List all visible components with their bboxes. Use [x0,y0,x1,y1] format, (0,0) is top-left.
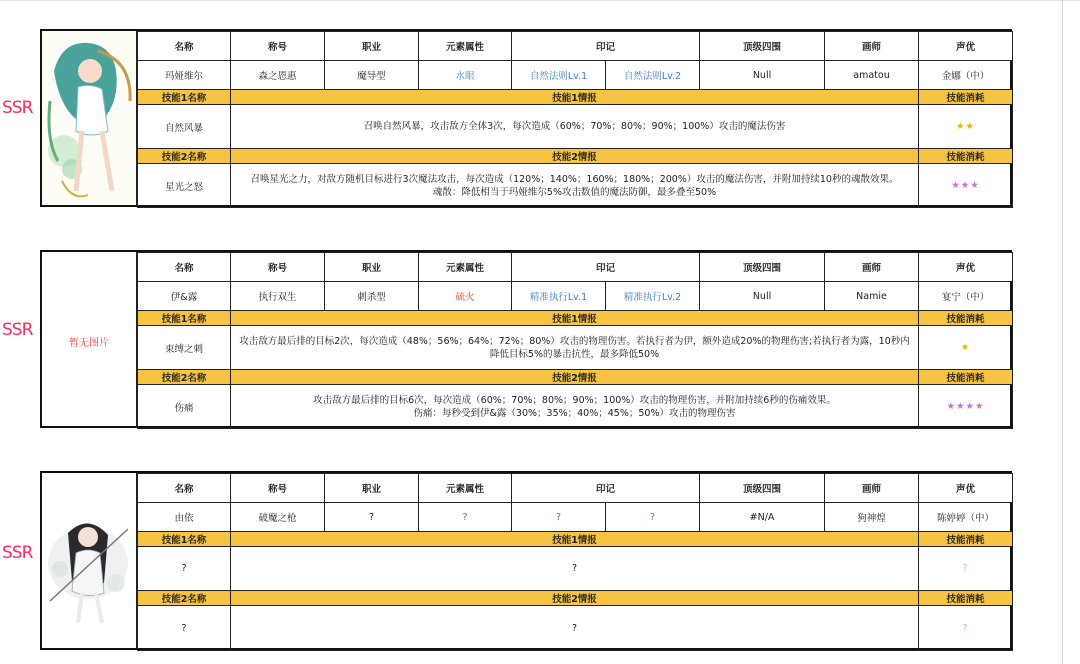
character-element[interactable]: ? [419,503,512,532]
character-element[interactable]: 水眼 [419,61,512,90]
skill2-name: 伤痛 [138,385,231,429]
skill1-cost: ★★ [919,105,1013,149]
header-skill2-info: 技能2情报 [231,149,919,164]
character-card-1 [40,29,1012,207]
header-job: 职业 [325,474,419,503]
skill2-name: ? [138,606,231,651]
header-skill1-cost: 技能消耗 [919,90,1013,105]
rarity-label: SSR [2,320,33,340]
header-job: 职业 [325,32,419,61]
character-cv: 陈婷婷（中） [919,503,1013,532]
header-cv: 声优 [919,474,1013,503]
character-art-image [42,473,136,648]
skill1-description [231,326,919,370]
header-skill2-cost: 技能消耗 [919,591,1013,606]
header-skill1-name: 技能1名称 [138,311,231,326]
header-skill2-name: 技能2名称 [138,149,231,164]
skill2-description [231,164,919,208]
header-top-stats: 顶级四围 [700,474,825,503]
header-skill1-info: 技能1情报 [231,532,919,547]
header-top-stats: 顶级四围 [700,32,825,61]
header-title: 称号 [231,474,325,503]
header-mark: 印记 [512,32,700,61]
header-skill2-info: 技能2情报 [231,591,919,606]
character-mark-2[interactable]: 精准执行Lv.2 [606,282,700,311]
skill2-desc-effect: 伤痛：每秒受到伊&露（30%；35%；40%；45%；50%）攻击的物理伤害 [413,407,736,419]
character-top-stats: #N/A [700,503,825,532]
skill1-cost: ? [919,547,1013,591]
character-job: ? [325,503,419,532]
header-skill1-cost: 技能消耗 [919,532,1013,547]
header-artist: 画师 [825,32,919,61]
header-skill2-info: 技能2情报 [231,370,919,385]
character-mark-1[interactable]: 精准执行Lv.1 [512,282,606,311]
header-element: 元素属性 [419,32,512,61]
character-title: 执行双生 [231,282,325,311]
skill1-name: ? [138,547,231,591]
header-skill1-info: 技能1情报 [231,90,919,105]
character-name: 伊&露 [138,282,231,311]
character-mark-1[interactable]: 自然法则Lv.1 [512,61,606,90]
header-cv: 声优 [919,32,1013,61]
skill2-desc-text: 攻击敌方最后排的目标6次，每次造成（60%；70%；80%；90%；100%）攻击的物理伤害，并附加持续6秒的伤痛效果。 [313,394,836,406]
character-name: 玛娅维尔 [138,61,231,90]
skill1-description [231,105,919,149]
header-skill2-cost: 技能消耗 [919,370,1013,385]
header-element: 元素属性 [419,253,512,282]
header-skill2-cost: 技能消耗 [919,149,1013,164]
character-title: 森之恩惠 [231,61,325,90]
header-skill2-name: 技能2名称 [138,591,231,606]
skill2-name: 星光之怒 [138,164,231,208]
skill1-desc-text: 攻击敌方最后排的目标2次，每次造成（48%；56%；64%；72%；80%）攻击的物理伤害。若执行者为伊，额外造成20%的物理伤害;若执行者为露，10秒内降低目标5%的暴击抗性，最多降低50% [239,335,910,360]
no-image-label: 暂无图片 [69,338,109,349]
character-cv: 宴宁（中） [919,282,1013,311]
character-portrait [42,473,137,648]
character-card-2 [40,250,1012,428]
header-skill1-name: 技能1名称 [138,90,231,105]
skill2-cost: ★★★ [919,164,1013,208]
header-mark: 印记 [512,474,700,503]
header-skill2-name: 技能2名称 [138,370,231,385]
top-divider [0,0,1080,1]
character-element[interactable]: 硫火 [419,282,512,311]
header-mark: 印记 [512,253,700,282]
character-table [137,252,1013,429]
header-top-stats: 顶级四围 [700,253,825,282]
character-mark-2[interactable]: 自然法则Lv.2 [606,61,700,90]
character-artist: 狗神煌 [825,503,919,532]
header-title: 称号 [231,32,325,61]
skill2-description [231,606,919,651]
character-table [137,31,1013,208]
header-name: 名称 [138,474,231,503]
skill2-description [231,385,919,429]
character-mark-2[interactable]: ? [606,503,700,532]
character-top-stats: Null [700,61,825,90]
skill2-desc-text: ? [571,622,578,634]
skill2-desc-effect: 魂散：降低相当于玛娅维尔5%攻击数值的魔法防御，最多叠至50% [432,186,717,198]
skill1-desc-text: ? [571,563,578,574]
character-mark-1[interactable]: ? [512,503,606,532]
header-artist: 画师 [825,253,919,282]
character-cv: 金娜（中） [919,61,1013,90]
page-edge-line [1062,0,1063,664]
character-top-stats: Null [700,282,825,311]
character-art-image [42,31,136,205]
character-card-3 [40,471,1012,650]
header-skill1-info: 技能1情报 [231,311,919,326]
header-element: 元素属性 [419,474,512,503]
skill2-cost: ? [919,606,1013,651]
header-artist: 画师 [825,474,919,503]
header-title: 称号 [231,253,325,282]
character-job: 魔导型 [325,61,419,90]
character-portrait [42,31,137,205]
rarity-label: SSR [2,98,33,118]
header-skill1-name: 技能1名称 [138,532,231,547]
character-portrait [42,252,137,426]
header-name: 名称 [138,32,231,61]
header-skill1-cost: 技能消耗 [919,311,1013,326]
character-table [137,473,1013,651]
skill1-name: 束缚之刺 [138,326,231,370]
skill2-cost: ★★★★ [919,385,1013,429]
character-job: 刺杀型 [325,282,419,311]
skill1-description [231,547,919,591]
skill1-cost: ★ [919,326,1013,370]
character-title: 破魔之枪 [231,503,325,532]
character-artist: Namie [825,282,919,311]
character-artist: amatou [825,61,919,90]
skill1-name: 自然风暴 [138,105,231,149]
header-name: 名称 [138,253,231,282]
header-job: 职业 [325,253,419,282]
skill2-desc-text: 召唤星光之力，对敌方随机目标进行3次魔法攻击，每次造成（120%；140%；160%；180%；200%）攻击的魔法伤害，并附加持续10秒的魂散效果。 [250,173,899,185]
rarity-label: SSR [2,543,33,563]
skill1-desc-text: 召唤自然风暴，攻击敌方全体3次，每次造成（60%；70%；80%；90%；100%）攻击的魔法伤害 [363,121,786,132]
header-cv: 声优 [919,253,1013,282]
character-name: 由依 [138,503,231,532]
